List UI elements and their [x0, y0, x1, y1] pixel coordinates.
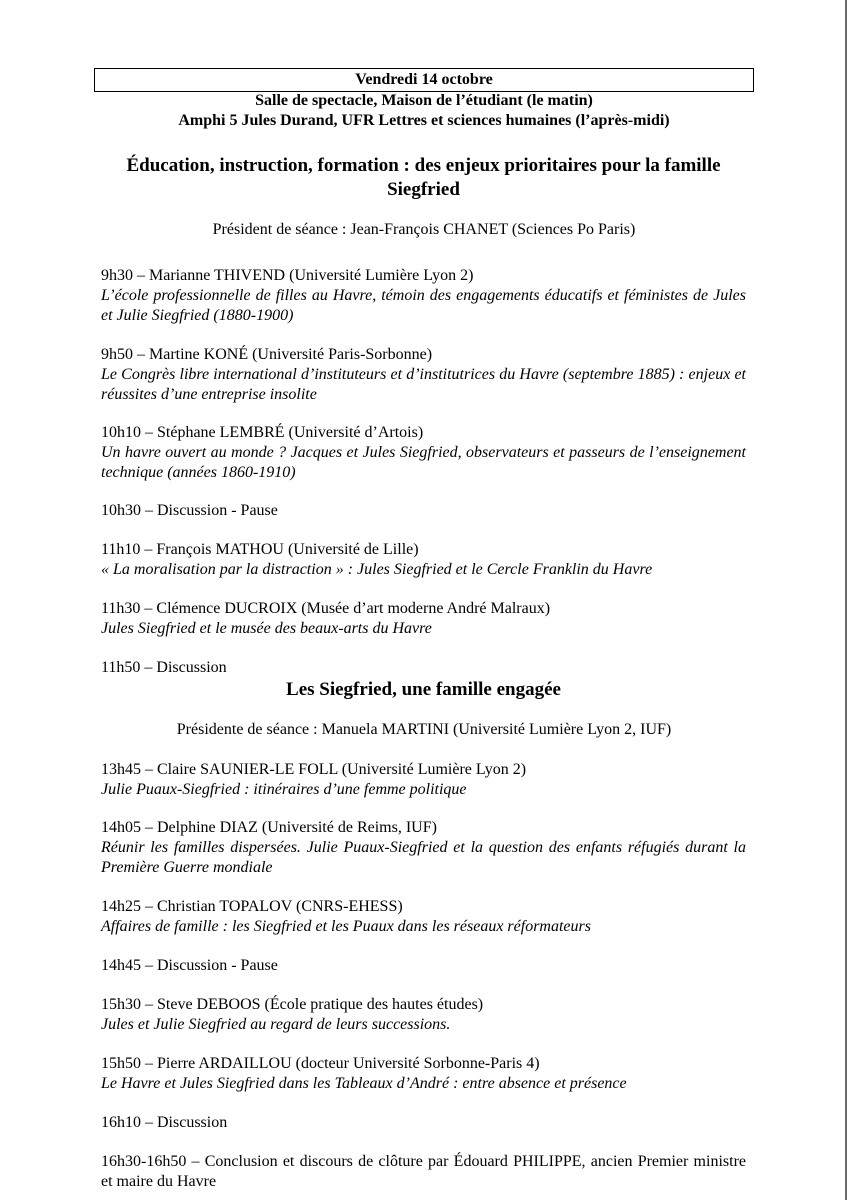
item-talk-title: Julie Puaux-Siegfried : itinéraires d’une femme politique: [101, 781, 467, 798]
item-time-speaker: 9h30 – Marianne THIVEND (Université Lumière Lyon 2): [101, 267, 474, 284]
program-item: [101, 760, 746, 800]
session-2-title-line-1: Les Siegfried, une famille engagée: [286, 679, 561, 700]
day-title: Vendredi 14 octobre: [355, 71, 493, 88]
program-item: [101, 658, 746, 678]
item-closing-speech: 16h30-16h50 – Conclusion et discours de clôture par Édouard PHILIPPE, ancien Premier ministre et maire du Havre: [101, 1153, 746, 1190]
item-time-speaker: 11h10 – François MATHOU (Université de Lille): [101, 541, 419, 558]
program-item: [101, 995, 746, 1035]
program-item: [101, 1054, 746, 1094]
session-1-chair: Président de séance : Jean-François CHANET (Sciences Po Paris): [212, 221, 636, 238]
program-item: [101, 345, 746, 405]
item-talk-title: Jules Siegfried et le musée des beaux-arts du Havre: [101, 620, 432, 637]
item-time-speaker: 14h45 – Discussion - Pause: [101, 957, 278, 974]
session-1-title: [80, 154, 767, 202]
item-time-speaker: 14h05 – Delphine DIAZ (Université de Reims, IUF): [101, 819, 437, 836]
session-2-title: [80, 678, 767, 702]
session-1-title-line-2: Siegfried: [387, 179, 460, 200]
program-item: [101, 956, 746, 976]
item-time-speaker: 9h50 – Martine KONÉ (Université Paris-Sorbonne): [101, 346, 433, 363]
item-time-speaker: 15h50 – Pierre ARDAILLOU (docteur Université Sorbonne-Paris 4): [101, 1055, 540, 1072]
program-item: [101, 501, 746, 521]
program-item: [101, 818, 746, 878]
program-item: [101, 599, 746, 639]
program-item: [101, 897, 746, 937]
program-item: [101, 540, 746, 580]
item-talk-title: Le Havre et Jules Siegfried dans les Tableaux d’André : entre absence et présence: [101, 1075, 627, 1092]
program-item: [101, 266, 746, 326]
program-item: [101, 423, 746, 483]
day-header-box: [94, 68, 754, 92]
session-1-title-line-1: Éducation, instruction, formation : des enjeux prioritaires pour la famille: [126, 155, 721, 176]
item-time-speaker: 14h25 – Christian TOPALOV (CNRS-EHESS): [101, 898, 403, 915]
session-2-chair: Présidente de séance : Manuela MARTINI (Université Lumière Lyon 2, IUF): [176, 721, 672, 738]
item-talk-title: Jules et Julie Siegfried au regard de leurs successions.: [101, 1016, 451, 1033]
item-time-speaker: 11h30 – Clémence DUCROIX (Musée d’art moderne André Malraux): [101, 600, 551, 617]
item-talk-title: Le Congrès libre international d’instituteurs et d’institutrices du Havre (septembre 1885) : enjeux et réussites d’une entreprise insolite: [101, 366, 746, 403]
item-time-speaker: 13h45 – Claire SAUNIER-LE FOLL (Université Lumière Lyon 2): [101, 761, 527, 778]
location-afternoon: Amphi 5 Jules Durand, UFR Lettres et sciences humaines (l’après-midi): [178, 112, 670, 129]
item-time-speaker: 11h50 – Discussion: [101, 659, 227, 676]
program-item: [101, 1113, 746, 1133]
item-talk-title: « La moralisation par la distraction » : Jules Siegfried et le Cercle Franklin du Havre: [101, 561, 653, 578]
program-item: [101, 1152, 746, 1192]
item-talk-title: L’école professionnelle de filles au Havre, témoin des engagements éducatifs et féministes de Jules et Julie Siegfried (1880-1900): [101, 287, 746, 324]
item-talk-title: Un havre ouvert au monde ? Jacques et Jules Siegfried, observateurs et passeurs de l’enseignement technique (années 1860-1910): [101, 444, 746, 481]
item-time-speaker: 15h30 – Steve DEBOOS (École pratique des hautes études): [101, 996, 484, 1013]
item-talk-title: Réunir les familles dispersées. Julie Puaux-Siegfried et la question des enfants réfugiés durant la Première Guerre mondiale: [101, 839, 746, 876]
item-talk-title: Affaires de famille : les Siegfried et les Puaux dans les réseaux réformateurs: [101, 918, 591, 935]
location-morning: Salle de spectacle, Maison de l’étudiant (le matin): [255, 92, 593, 109]
item-time-speaker: 16h10 – Discussion: [101, 1114, 228, 1131]
item-time-speaker: 10h30 – Discussion - Pause: [101, 502, 278, 519]
item-time-speaker: 10h10 – Stéphane LEMBRÉ (Université d’Artois): [101, 424, 424, 441]
